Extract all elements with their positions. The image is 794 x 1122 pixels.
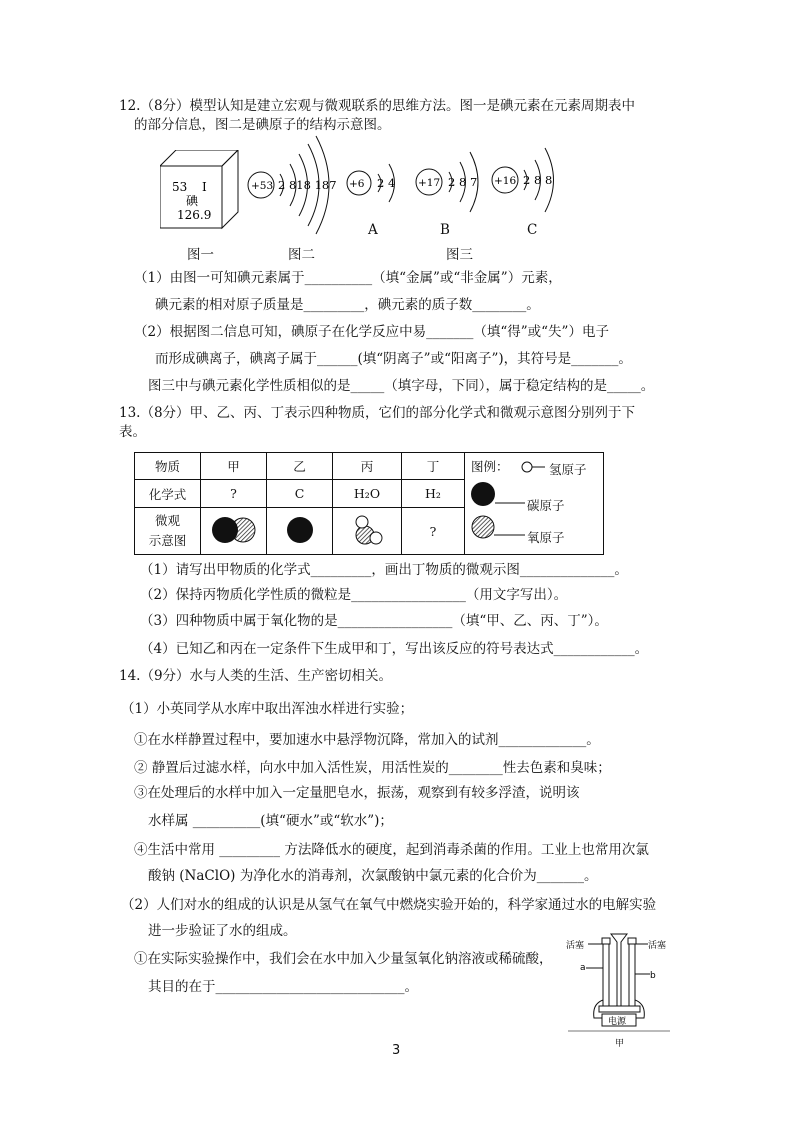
substance-table — [134, 452, 604, 555]
fig2-caption: 图二 — [288, 247, 315, 263]
q13-part1: （1）请写出甲物质的化学式_________，画出丁物质的微观示图______________。 — [140, 562, 628, 578]
carbon-atom — [283, 513, 317, 547]
electrolysis-apparatus — [566, 928, 672, 1050]
q12-part1a: （1）由图一可知碘元素属于__________（填“金属”或“非金属”）元素， — [134, 270, 562, 286]
co-molecule — [205, 513, 263, 547]
atom-b-shells: 2 8 7 — [448, 175, 478, 189]
diagram-jia — [201, 508, 267, 555]
iodine-shells: 2 818 187 — [278, 178, 337, 192]
q14-sub1a: ①在水样静置过程中，要加速水中悬浮物沉降，常加入的试剂_____________。 — [134, 732, 600, 748]
table-header-yi: 乙 — [267, 453, 333, 480]
power-label: 电源 — [608, 1017, 627, 1027]
valve-right-label: 活塞 — [648, 941, 667, 951]
diagram-bing — [333, 508, 402, 555]
legend-h-circle — [522, 462, 532, 472]
electrode-b-label: b — [650, 971, 656, 981]
atom-a-diagram — [345, 150, 421, 224]
diagram-ding-unknown: ? — [402, 508, 465, 555]
q12-part2c: 图三中与碘元素化学性质相似的是_____（填字母，下同），属于稳定结构的是_____。 — [148, 378, 655, 394]
q14-sub2a: （2）人们对水的组成的认识是从氢气在氧气中燃烧实验开始的，科学家通过水的电解实验 — [121, 897, 657, 913]
formula-yi: C — [267, 480, 333, 508]
q14-sub1d-1: ④生活中常用 _________ 方法降低水的硬度，起到消毒杀菌的作用。工业上也常用次氯 — [134, 842, 649, 858]
diagram-yi — [267, 508, 333, 555]
table-header-substance: 物质 — [135, 453, 201, 480]
q13-line1: 13.（8分）甲、乙、丙、丁表示四种物质，它们的部分化学式和微观示意图分别列于下 — [119, 405, 636, 421]
fig3-caption: 图三 — [446, 247, 473, 263]
water-molecule — [347, 511, 387, 549]
atomic-number: 53 — [172, 180, 188, 194]
q14-sub1c-2: 水样属 __________(填“硬水”或“软水”)； — [148, 813, 393, 829]
q13-part3: （3）四种物质中属于氧化物的是_________________（填“甲、乙、丙、丁”）。 — [140, 613, 608, 629]
legend-title: 图例： — [471, 459, 509, 474]
atomic-mass: 126.9 — [177, 208, 212, 222]
diagram-label-1: 微观 — [154, 513, 180, 528]
element-name: 碘 — [186, 194, 199, 208]
q14-sub1: （1）小英同学从水库中取出浑浊水样进行实验； — [121, 701, 414, 717]
atom-c-label: C — [527, 222, 538, 238]
legend-cell — [465, 453, 604, 555]
atom-c-shells: 2 8 8 — [523, 173, 553, 187]
atom-b-diagram — [414, 142, 494, 224]
atom-c-diagram — [490, 140, 570, 224]
iodine-element-cube — [160, 150, 240, 230]
table-header-bing: 丙 — [333, 453, 402, 480]
q13-line2: 表。 — [119, 424, 146, 440]
diagram-label-2: 示意图 — [148, 533, 187, 548]
legend-c-label: 碳原子 — [527, 498, 565, 513]
table-header-ding: 丁 — [402, 453, 465, 480]
table-row-diagram-label — [135, 508, 201, 555]
q14-sub2c-1: ①在实际实验操作中，我们会在水中加入少量氢氧化钠溶液或稀硫酸， — [134, 951, 553, 967]
atom-a-label: A — [368, 222, 378, 238]
atom-a-shells: 2 4 — [377, 176, 396, 190]
atom-b-nucleus: +17 — [418, 177, 441, 189]
q12-part2b: 而形成碘离子，碘离子属于______(填“阴离子”或“阳离子”)，其符号是_______。 — [155, 351, 632, 367]
q14-sub2c-2: 其目的在于____________________________。 — [148, 979, 418, 995]
formula-ding: H₂ — [402, 480, 465, 508]
fig1-caption: 图一 — [187, 247, 214, 263]
legend-h-label: 氢原子 — [549, 462, 587, 477]
valve-left-label: 活塞 — [566, 941, 585, 951]
q14-line1: 14.（9分）水与人类的生活、生产密切相关。 — [119, 668, 393, 684]
formula-bing: H₂O — [333, 480, 402, 508]
legend-c-o-symbols — [469, 481, 529, 543]
atom-a-nucleus: +6 — [349, 178, 365, 190]
legend-o-label: 氧原子 — [527, 530, 565, 545]
atom-c-nucleus: +16 — [494, 175, 517, 187]
iodine-nucleus: +53 — [251, 180, 274, 192]
q14-sub1c-1: ③在处理后的水样中加入一定量肥皂水，振荡，观察到有较多浮渣，说明该 — [134, 785, 580, 801]
electrode-a-label: a — [580, 963, 586, 973]
q12-part1b: 碘元素的相对原子质量是_________，碘元素的质子数________。 — [155, 297, 540, 313]
atom-b-label: B — [440, 222, 450, 238]
q12-part2a: （2）根据图二信息可知，碘原子在化学反应中易_______（填“得”或“失”）电子 — [134, 324, 609, 340]
q13-part4: （4）已知乙和丙在一定条件下生成甲和丁，写出该反应的符号表达式____________。 — [140, 641, 649, 657]
q14-sub2b: 进一步验证了水的组成。 — [148, 923, 297, 939]
q14-sub1b: ② 静置后过滤水样，向水中加入活性炭，用活性炭的________性去色素和臭味； — [134, 760, 611, 776]
q13-part2: （2）保持丙物质化学性质的微粒是_________________（用文字写出）。 — [140, 587, 568, 603]
q12-line2: 的部分信息，图二是碘原子的结构示意图。 — [134, 117, 391, 133]
apparatus-caption: 甲 — [615, 1039, 625, 1049]
iodine-atom-diagram — [246, 132, 342, 242]
page-number: 3 — [392, 1043, 401, 1058]
q14-sub1d-2: 酸钠 (NaClO) 为净化水的消毒剂，次氯酸钠中氯元素的化合价为_______。 — [148, 868, 598, 884]
element-symbol: I — [202, 180, 207, 194]
table-header-jia: 甲 — [201, 453, 267, 480]
q12-line1: 12.（8分）模型认知是建立宏观与微观联系的思维方法。图一是碘元素在元素周期表中 — [119, 98, 636, 114]
formula-jia: ? — [201, 480, 267, 508]
table-row-formula-label: 化学式 — [135, 480, 201, 508]
legend-c-circle — [471, 482, 495, 506]
legend-o-circle — [472, 516, 494, 538]
